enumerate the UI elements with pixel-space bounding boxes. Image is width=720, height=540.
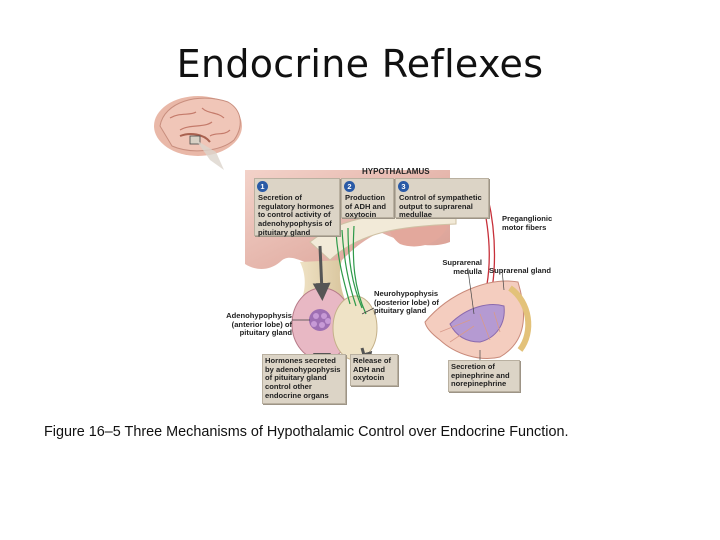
secretion-epinephrine-box [448,360,520,392]
pituitary-gland [292,288,377,360]
step-2-text: Production of ADH and oxytocin [345,193,387,220]
brain-thumbnail [154,96,242,170]
release-adh-box [350,354,398,386]
neurohypophysis-label: Neurohypophysis (posterior lobe) of pituitary gland [374,289,439,316]
suprarenal-medulla-label: Suprarenal medulla [442,258,482,276]
hypothalamus-label: HYPOTHALAMUS [362,167,430,176]
step-3-box [395,178,489,218]
suprarenal-gland-label: Suprarenal gland [489,266,552,275]
secretion-epinephrine-text: Secretion of epinephrine and norepinephrine [451,362,510,389]
figure-caption: Figure 16–5 Three Mechanisms of Hypothalamic Control over Endocrine Function. [44,424,569,440]
step-3-badge: 3 [398,181,409,192]
release-adh-text: Release of ADH and oxytocin [353,356,391,383]
adenohypophysis-label: Adenohypophysis (anterior lobe) of pituitary gland [226,311,292,338]
hormones-secreted-box [262,354,346,404]
step-2-box [341,178,394,218]
step-1-badge: 1 [257,181,268,192]
step-2-badge: 2 [344,181,355,192]
hypothalamic-control-figure [150,92,553,410]
hormones-secreted-text: Hormones secreted by adenohypophysis of pituitary gland control other endocrine organs [265,356,341,400]
step-3-text: Control of sympathetic output to suprarenal medullae [399,193,482,220]
step-1-box [254,178,340,236]
slide-title: Endocrine Reflexes [176,42,544,86]
preganglionic-label: Preganglionic motor fibers [502,214,553,232]
step-1-text: Secretion of regulatory hormones to control activity of adenohypophysis of pituitary gland [258,193,334,237]
